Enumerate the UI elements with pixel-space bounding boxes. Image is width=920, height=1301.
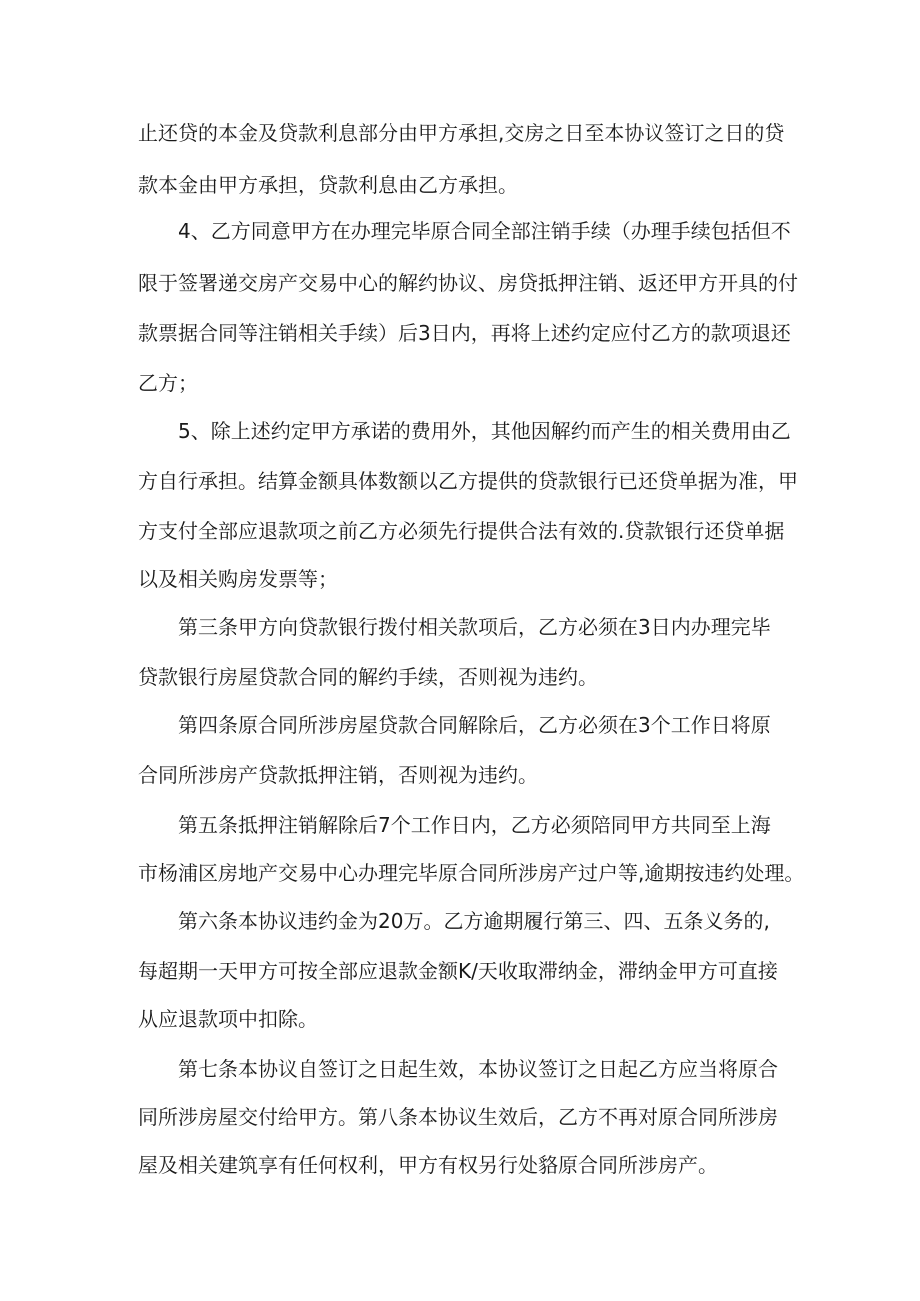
text-line: 止还贷的本金及贷款利息部分由甲方承担,交房之日至本协议签订之日的贷 (138, 121, 785, 145)
text-line: 第四条原合同所涉房屋贷款合同解除后，乙方必须在3个工作日将原 (178, 713, 771, 737)
text-line: 方自行承担。结算金额具体数额以乙方提供的贷款银行已还贷单据为准，甲 (138, 469, 798, 493)
text-line: 第七条本协议自签订之日起生效，本协议签订之日起乙方应当将原合 (178, 1057, 778, 1081)
text-line: 第五条抵押注销解除后7个工作日内，乙方必须陪同甲方共同至上海 (178, 813, 771, 837)
text-line: 4、乙方同意甲方在办理完毕原合同全部注销手续（办理手续包括但不 (178, 219, 791, 243)
text-line: 5、除上述约定甲方承诺的费用外，其他因解约而产生的相关费用由乙 (178, 419, 791, 443)
text-line: 第三条甲方向贷款银行拨付相关款项后，乙方必须在3日内办理完毕 (178, 615, 771, 639)
text-line: 款票据合同等注销相关手续）后3日内，再将上述约定应付乙方的款项退还 (138, 321, 791, 345)
text-line: 以及相关购房发票等； (138, 567, 338, 591)
text-line: 乙方； (138, 371, 198, 395)
text-line: 屋及相关建筑享有任何权利，甲方有权另行处貉原合同所涉房产。 (138, 1153, 718, 1177)
text-line: 每超期一天甲方可按全部应退款金额K/天收取滞纳金，滞纳金甲方可直接 (138, 959, 778, 983)
text-line: 方支付全部应退款项之前乙方必须先行提供合法有效的.贷款银行还贷单据 (138, 519, 785, 543)
text-line: 同所涉房屋交付给甲方。第八条本协议生效后，乙方不再对原合同所涉房 (138, 1105, 778, 1129)
text-line: 合同所涉房产贷款抵押注销，否则视为违约。 (138, 763, 538, 787)
text-line: 贷款银行房屋贷款合同的解约手续，否则视为违约。 (138, 665, 598, 689)
text-line: 限于签署递交房产交易中心的解约协议、房贷抵押注销、返还甲方开具的付 (138, 271, 798, 295)
text-line: 第六条本协议违约金为20万。乙方逾期履行第三、四、五条义务的, (178, 909, 770, 933)
text-line: 市杨浦区房地产交易中心办理完毕原合同所涉房产过户等,逾期按违约处理。 (138, 861, 805, 885)
text-line: 款本金由甲方承担，贷款利息由乙方承担。 (138, 173, 518, 197)
text-line: 从应退款项中扣除。 (138, 1007, 318, 1031)
